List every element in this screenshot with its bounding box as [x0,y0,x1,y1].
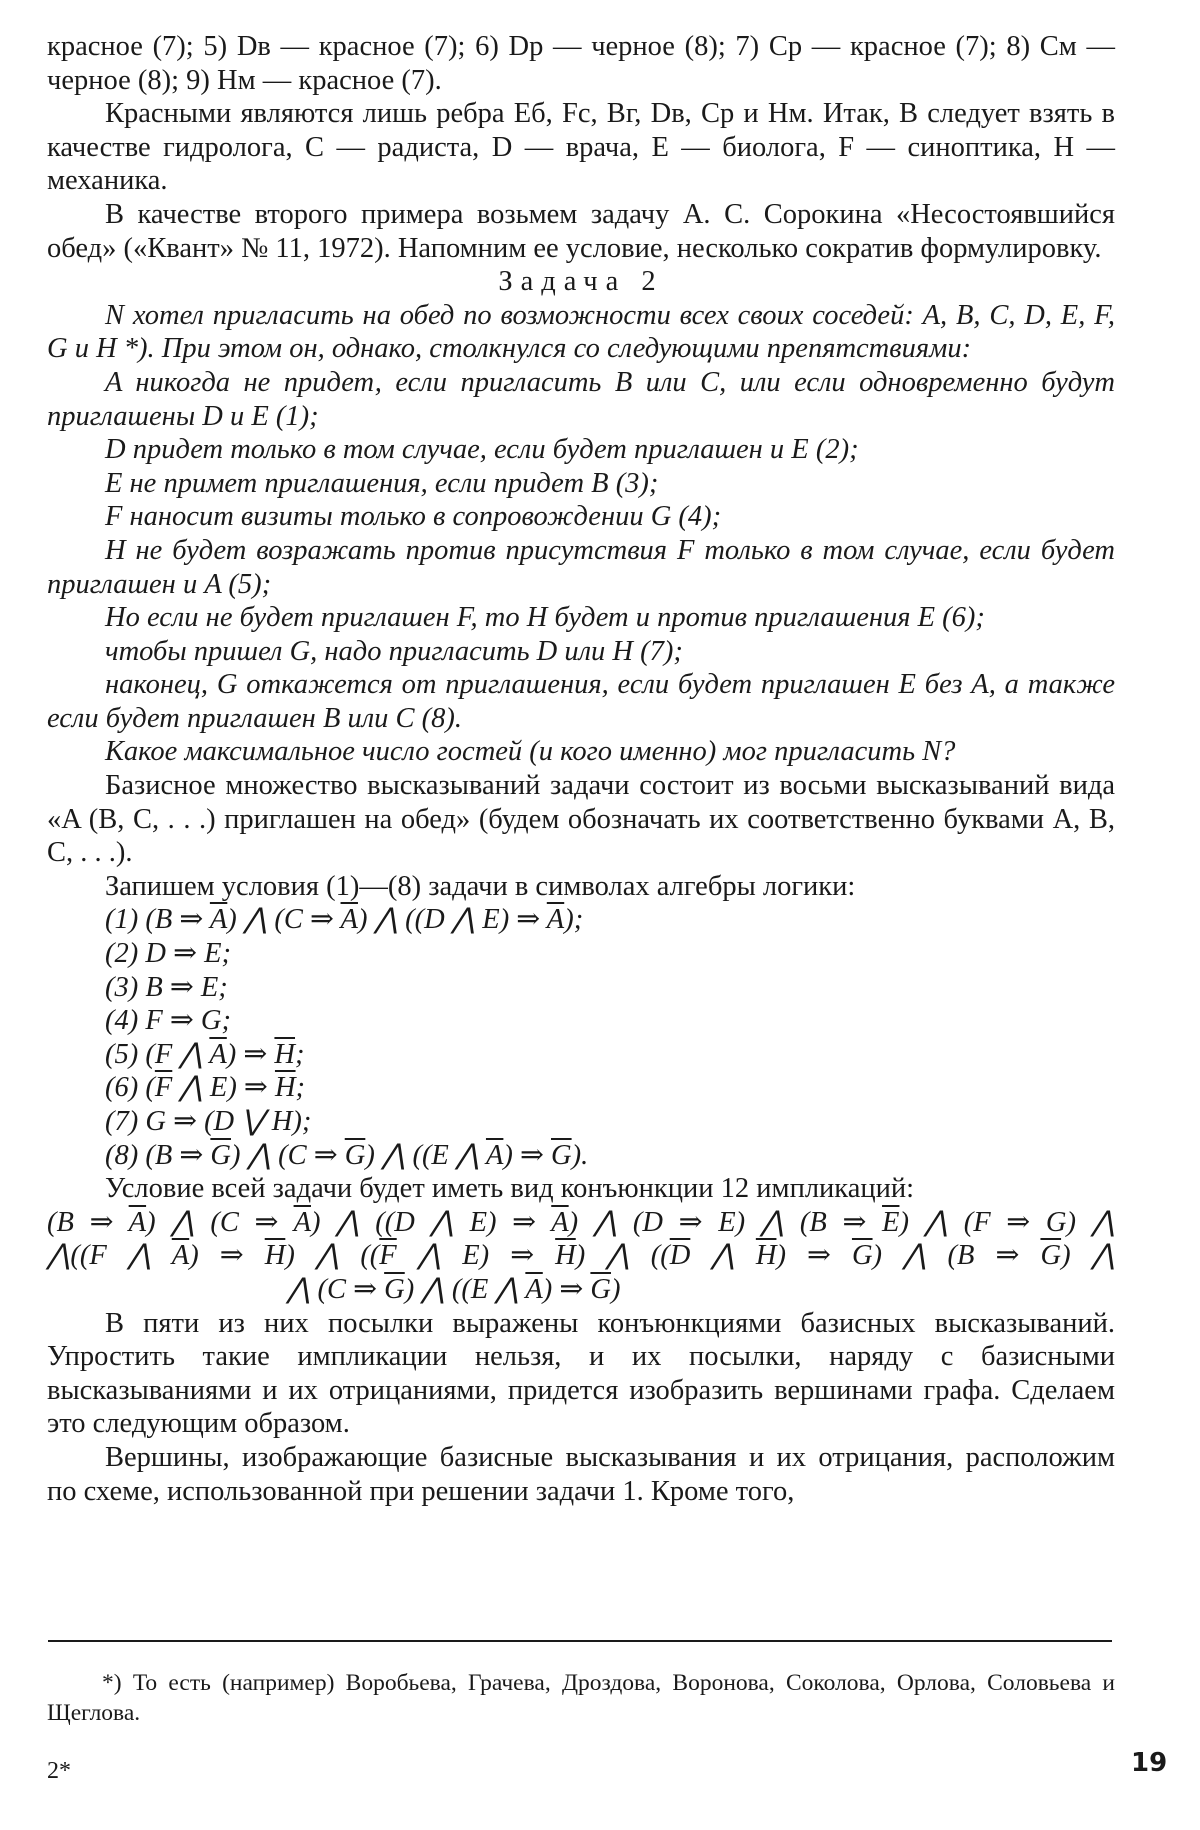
paragraph: Вершины, изображающие базисные высказывания и их отрицания, расположим по схеме, использованной при решении задачи 1. Кроме того, [47,1441,1115,1507]
task-question: Какое максимальное число гостей (и кого именно) мог пригласить N? [105,736,956,768]
paragraph: Условие всей задачи будет иметь вид конъюнкции 12 импликаций: [105,1173,915,1205]
task-condition: D придет только в том случае, если будет приглашен и E (2); [105,434,859,466]
paragraph: Базисное множество высказываний задачи состоит из восьми высказываний вида «A (B, C, . . .) приглашен на обед» (будем обозначать их соответственно буквами A, B, C, . . .). [47,770,1115,869]
paragraph: Запишем условия (1)—(8) задачи в символах алгебры логики: [105,870,856,902]
task-condition: F наносит визиты только в сопровождении G (4); [105,501,722,533]
conjunction-line-2: ⋀((F ⋀ $\overline{A}$) ⇒ $\overline{H}$) ⋀ (($\overline{F}$ ⋀ E) ⇒ $\overline{H}$) ⋀ (($\overline{D}$ ⋀ $\overline{H}$) ⇒ $\overline{G}$) ⋀ (B ⇒ $\overline{G}$) ⋀ [47,1240,1115,1272]
formula-5: (5) (F ⋀ $\overline{A}$) ⇒ $\overline{H}$; [105,1038,305,1070]
signature-mark: 2* [47,1758,71,1784]
task-condition: H не будет возражать против присутствия F только в том случае, если будет приглашен и A (5); [47,534,1115,600]
footnote [47,1668,1115,1728]
footnote-text: *) То есть (например) Воробьева, Грачева, Дроздова, Воронова, Соколова, Орлова, Соловьева и Щеглова. [47,1670,1115,1726]
page-number: 19 [1131,1748,1168,1778]
footnote-rule [48,1640,1112,1642]
task-condition: чтобы пришел G, надо пригласить D или H (7); [105,635,683,667]
formula-6: (6) ($\overline{F}$ ⋀ E) ⇒ $\overline{H}$; [105,1072,306,1104]
main-text [47,30,1115,1508]
task-condition: наконец, G откажется от приглашения, если будет приглашен E без A, а также если будет приглашен B или C (8). [47,669,1115,734]
formula-7: (7) G ⇒ (D ⋁ H); [105,1106,312,1137]
paragraph: В качестве второго примера возьмем задачу А. С. Сорокина «Несостоявшийся обед» («Квант» № 11, 1972). Напомним ее условие, несколько сократив формулировку. [47,198,1115,264]
paragraph: красное (7); 5) Dв — красное (7); 6) Dp — черное (8); 7) Cp — красное (7); 8) См — черное (8); 9) Нм — красное (7). [47,31,1115,96]
formula-3: (3) B ⇒ E; [105,971,228,1003]
formula-2: (2) D ⇒ E; [105,938,231,970]
formula-8: (8) (B ⇒ $\overline{G}$) ⋀ (C ⇒ $\overline{G}$) ⋀ ((E ⋀ $\overline{A}$) ⇒ $\overline{G}$). [105,1139,589,1171]
task-text: N хотел пригласить на обед по возможности всех своих соседей: A, B, C, D, E, F, G и H *). При этом он, однако, столкнулся со следующими препятствиями: [47,299,1115,365]
task-condition: A никогда не придет, если пригласить B или C, или если одновременно будут приглашены D и E (1); [47,366,1115,432]
task-condition: Но если не будет приглашен F, то H будет и против приглашения E (6); [105,602,985,634]
conjunction-line-1: (B ⇒ $\overline{A}$) ⋀ (C ⇒ $\overline{A}$) ⋀ ((D ⋀ E) ⇒ $\overline{A}$) ⋀ (D ⇒ E) ⋀ (B ⇒ $\overline{E}$) ⋀ (F ⇒ G) ⋀ [47,1206,1115,1238]
formula-4: (4) F ⇒ G; [105,1005,231,1037]
task-heading: Задача 2 [498,266,664,298]
paragraph: В пяти из них посылки выражены конъюнкциями базисных высказываний. Упростить такие импликации нельзя, и их посылки, наряду с базисными высказываниями и их отрицаниями, придется изобразить вершинами графа. Сделаем это следующим образом. [47,1307,1115,1440]
conjunction-line-3: ⋀ (C ⇒ $\overline{G}$) ⋀ ((E ⋀ $\overline{A}$) ⇒ $\overline{G}$) [287,1273,621,1305]
paragraph: Красными являются лишь ребра Еб, Fc, Вг, Dв, Ср и Нм. Итак, В следует взять в качестве гидролога, С — радиста, D — врача, Е — биолога, F — синоптика, Н — механика. [47,98,1115,197]
task-condition: E не примет приглашения, если придет B (3); [105,467,659,499]
formula-1: (1) (B ⇒ $\overline{A}$) ⋀ (C ⇒ $\overline{A}$) ⋀ ((D ⋀ E) ⇒ $\overline{A}$); [105,904,584,936]
